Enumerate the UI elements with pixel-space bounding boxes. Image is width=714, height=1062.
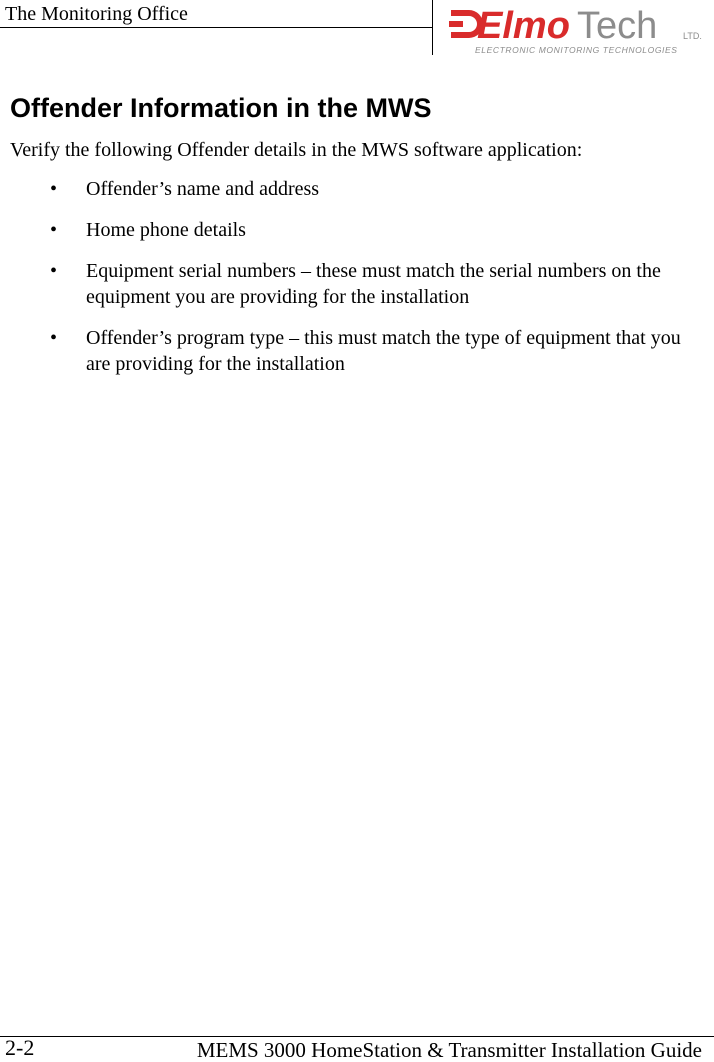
list-item-text: Offender’s name and address bbox=[86, 178, 320, 200]
checklist bbox=[0, 176, 714, 392]
intro-paragraph: Verify the following Offender details in the MWS software application: bbox=[10, 139, 583, 161]
header-title-box bbox=[0, 0, 433, 28]
svg-text:Tech: Tech bbox=[577, 5, 658, 47]
bullet-icon: • bbox=[50, 260, 58, 282]
svg-text:ELECTRONIC MONITORING TECHNOLO: ELECTRONIC MONITORING TECHNOLOGIES bbox=[475, 45, 678, 55]
list-item bbox=[0, 176, 714, 202]
bullet-icon: • bbox=[50, 178, 58, 200]
document-title: MEMS 3000 HomeStation & Transmitter Installation Guide bbox=[196, 1038, 702, 1062]
header-section-title: The Monitoring Office bbox=[5, 3, 188, 25]
list-item bbox=[0, 325, 714, 377]
bullet-icon: • bbox=[50, 327, 58, 349]
list-item bbox=[0, 258, 714, 310]
bullet-icon: • bbox=[50, 219, 58, 241]
list-item bbox=[0, 217, 714, 243]
page-heading: Offender Information in the MWS bbox=[10, 93, 432, 123]
list-item-text: Home phone details bbox=[86, 219, 246, 241]
svg-text:Elmo: Elmo bbox=[477, 5, 570, 47]
footer-divider bbox=[0, 1036, 714, 1037]
page-number: 2-2 bbox=[5, 1035, 35, 1060]
header-divider bbox=[432, 27, 433, 55]
svg-text:LTD.: LTD. bbox=[683, 31, 702, 41]
list-item-text: Equipment serial numbers – these must match the serial numbers on the equipment you are providing for the installation bbox=[86, 260, 661, 308]
elmotech-logo bbox=[447, 2, 709, 58]
list-item-text: Offender’s program type – this must match the type of equipment that you are providing for the installation bbox=[86, 327, 681, 375]
